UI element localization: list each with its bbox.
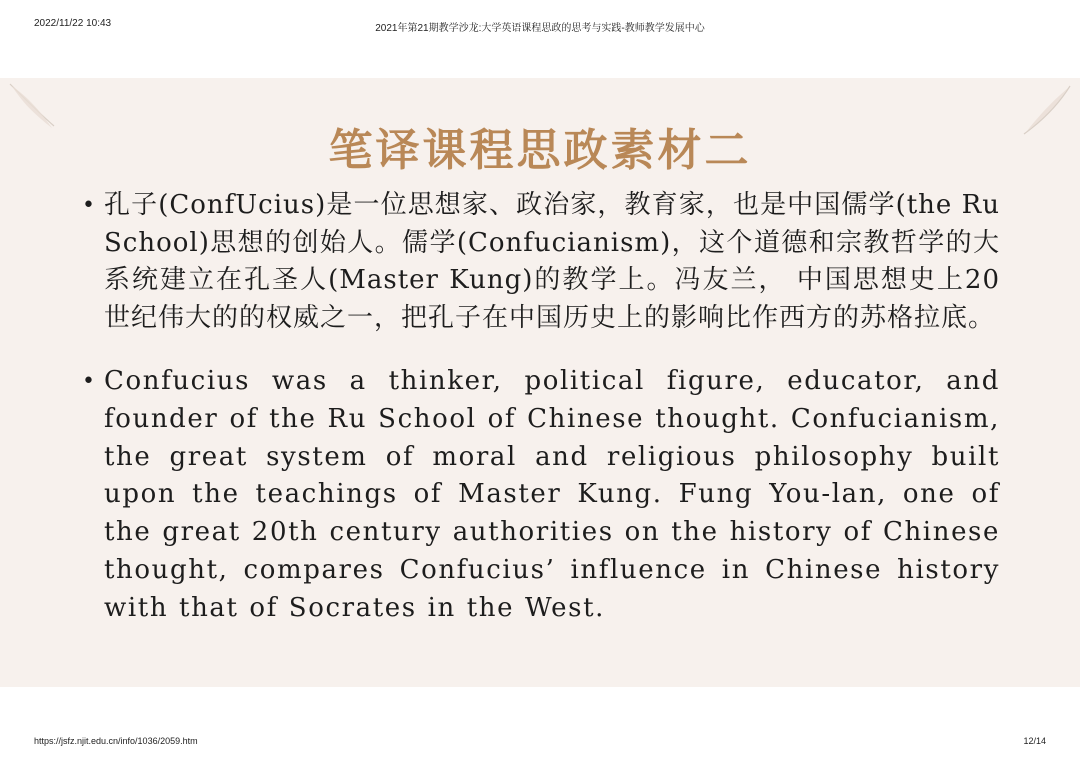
bullet-item-chinese <box>80 187 1000 337</box>
bullet-dot-icon: • <box>82 193 96 218</box>
page-url: https://jsfz.njit.edu.cn/info/1036/2059.htm <box>34 736 198 746</box>
print-date: 2022/11/22 10:43 <box>34 18 112 29</box>
bullet-text: 孔子(ConfUcius)是一位思想家、政治家，教育家，也是中国儒学(the Ru School)思想的创始人。儒学(Confucianism)，这个道德和宗教哲学的大系统建立在孔圣人(Master Kung)的教学上。冯友兰， 中国思想史上20世纪伟大的的权威之一，把孔子在中国历史上的影响比作西方的苏格拉底。 <box>104 190 1000 333</box>
bullet-text: Confucius was a thinker, political figure, educator, and founder of the Ru School of Chinese thought. Confucianism, the great system of moral and religious philosophy built upon the teachings of Master Kung. Fung You-lan, one of the great 20th century authorities on the history of Chinese thought, compares Confucius’ influence in Chinese history with that of Socrates in the West. <box>104 366 1000 623</box>
bullet-dot-icon: • <box>82 369 97 394</box>
bullet-item-english <box>80 363 1000 628</box>
print-footer <box>0 736 1080 752</box>
slide-title: 笔译课程思政素材二 <box>328 125 752 176</box>
print-header <box>0 18 1080 34</box>
document-title: 2021年第21期教学沙龙:大学英语课程思政的思考与实践-教师教学发展中心 <box>375 23 705 34</box>
slide <box>0 78 1080 687</box>
page-number: 12/14 <box>1023 736 1046 746</box>
bullet-list <box>80 187 1000 628</box>
